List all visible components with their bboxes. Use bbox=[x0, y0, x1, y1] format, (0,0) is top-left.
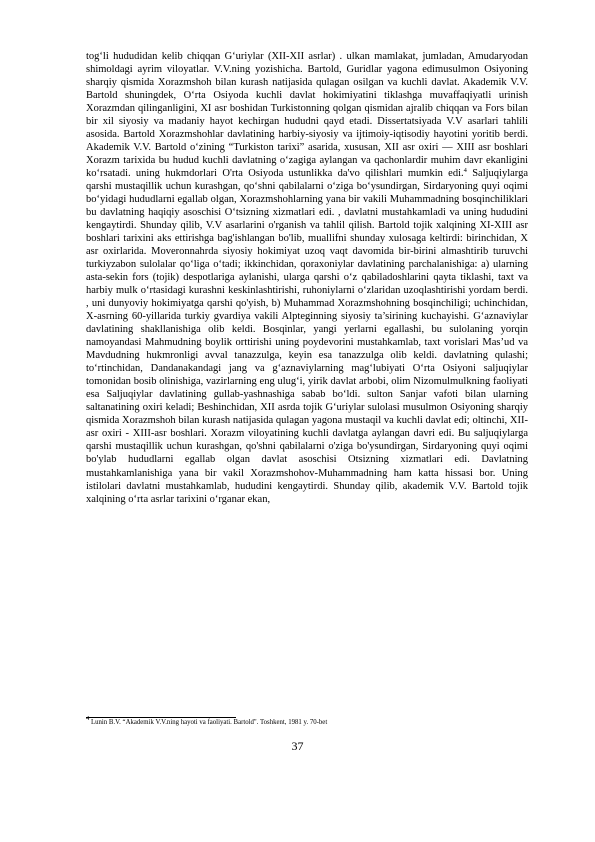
footnote bbox=[86, 714, 528, 727]
body-paragraph bbox=[86, 50, 528, 506]
footnote-marker: 4 bbox=[86, 714, 90, 722]
footnote-text: Lunin B.V. “Akademik V.V.ning hayoti va faoliyati. Bartold". Toshkent, 1981 y. 70-bet bbox=[89, 718, 328, 726]
body-text-part-2: Saljuqiylarga qarshi mustaqillik uchun kurashgan, qo‘shni qabilalarni o‘ziga bo‘ysundirgan, Sirdaryoning quyi oqimi bo‘yidagi hududlarni egallab olgan, Xorazmshohlarning yana bir vakili Muhammadning bosqinchiliklari bu davlatning haqiqiy asoschisi O‘tsizning xizmatlari edi. , davlatni mustahkamladi va uning hududini kengaytirdi. Shunday qilib, V.V asarlarini o'rganish va tahlil qilish. Bartold tojik xalqining XI-XIII asr boshlari tarixini aks ettirishga bag'ishlangan bo'lib, muallifni shunday xulosaga keltirdi: birinchidan, X asr oxirlarida. Moveronnahrda siyosiy hokimiyat uzoq vaqt davomida bir-birini almashtirib turuvchi turkiyzabon sulolalar qo‘liga o‘tadi; ikkinchidan, qoraxoniylar davlatining parchalanishiga: a) ularning asta-sekin fors (tojik) despotlariga aylanishi, ularga qarshi o‘z qabiladoshlarini qayta tiklashi, taxt va harbiy mulk o‘rtasidagi kurashni keskinlashtirishi, ruhoniylarni o‘zlaridan uzoqlashtirishi yordam berdi. , uni dunyoviy hokimiyatga qarshi qo'yish, b) Muhammad Xorazmshohning bosqinchiligi; uchinchidan, X-asrning 60-yillarida turkiy gvardiya vakili Alpteginning siyosiy ta’sirining kuchayishi. G‘aznaviylar davlatining shakllanishiga olib keldi. Bosqinlar, yangi yerlarni egallashi, bu sulolaning yorqin namoyandasi Mahmudning boylik orttirishi uning poydevorini mustahkamlab, taxt vorislari Mas’ud va Mavdudning hukmronligi avval tanazzulga, keyin esa tanazzulga olib keldi. davlatning qulashi; to‘rtinchidan, Dandanakandagi jang va g‘aznaviylarning mag‘lubiyati O‘rta Osiyoni saljuqiylar tomonidan bosib olinishiga, vazirlarning eng ulug‘i, yirik davlat arbobi, olim Nizomulmulkning faoliyati esa Saljuqiylar davlatining gullab-yashnashiga sabab bo‘ldi. sulton Sanjar vafoti bilan ularning saltanatining oxiri keladi; Beshinchidan, XII asrda tojik G‘uriylar sulolasi musulmon Osiyoning sharqiy qismida Xorazmshoh bilan kurash natijasida qulagan yagona mustaqil va kuchli davlat edi; oltinchi, XII-asr oxiri - XIII-asr boshlari. Xorazm viloyatining kuchli davlatga aylangan davri edi. Bu saljuqiylarga qarshi mustaqillik uchun kurashgan, qo'shni qabilalarni o'ziga bo'ysundirgan, Sirdaryoning quyi oqimi bo'ylab hududlarni egallab olgan davlat asoschisi Otsizning xizmatlari edi. Davlatning mustahkamlanishiga yana bir vakil Xorazmshohov-Muhammadning ham katta hissasi bor. Uning istilolari davlatni mustahkamlab, hududini kengaytirdi. Shunday qilib, akademik V.V. Bartold tojik xalqining o‘rta asrlar tarixini o‘rganar ekan, bbox=[86, 168, 529, 505]
body-text-part-1: tog‘li hududidan kelib chiqqan G‘uriylar (XII-XII asrlar) . ulkan mamlakat, jumladan, Amudaryodan shimoldagi ayrim viloyatlar. V.V.ning yozishicha. Bartold, Guridlar yagona edimusulmon Osiyoning sharqiy qismida Xorazmshoh bilan kurash natijasida qulagan osilgan va kuchli davlat. Akademik V.V. Bartold shuningdek, O‘rta Osiyoda kuchli davlat hokimiyatini tiklashga muvaffaqiyatli urinish Xorazmdan qilinganligini, XI asr boshidan Turkistonning qolgan qismidan ajralib chiqqan va Fors bilan bir xil siyosiy va madaniy hayot kechirgan hududni qayd etadi. Dissertatsiyada V.V asarlari tahlili asosida. Bartold Xorazmshohlar davlatining harbiy-siyosiy va ijtimoiy-iqtisodiy hayotini yoritib berdi. Akademik V.V. Bartold o‘zining “Turkiston tarixi” asarida, xususan, XII asr oxiri — XIII asr boshlari Xorazm tarixida bu hudud kuchli davlatning o‘zagiga aylangan va qachonlardir muhim davr ekanligini ko‘rsatadi. uning hukmdorlari O'rta Osiyoda ustunlikka da'vo qilishlari mumkin edi. bbox=[86, 51, 528, 180]
footnote-separator bbox=[86, 717, 236, 718]
footnote-reference: 4 bbox=[463, 167, 467, 175]
page-number: 37 bbox=[291, 738, 304, 753]
